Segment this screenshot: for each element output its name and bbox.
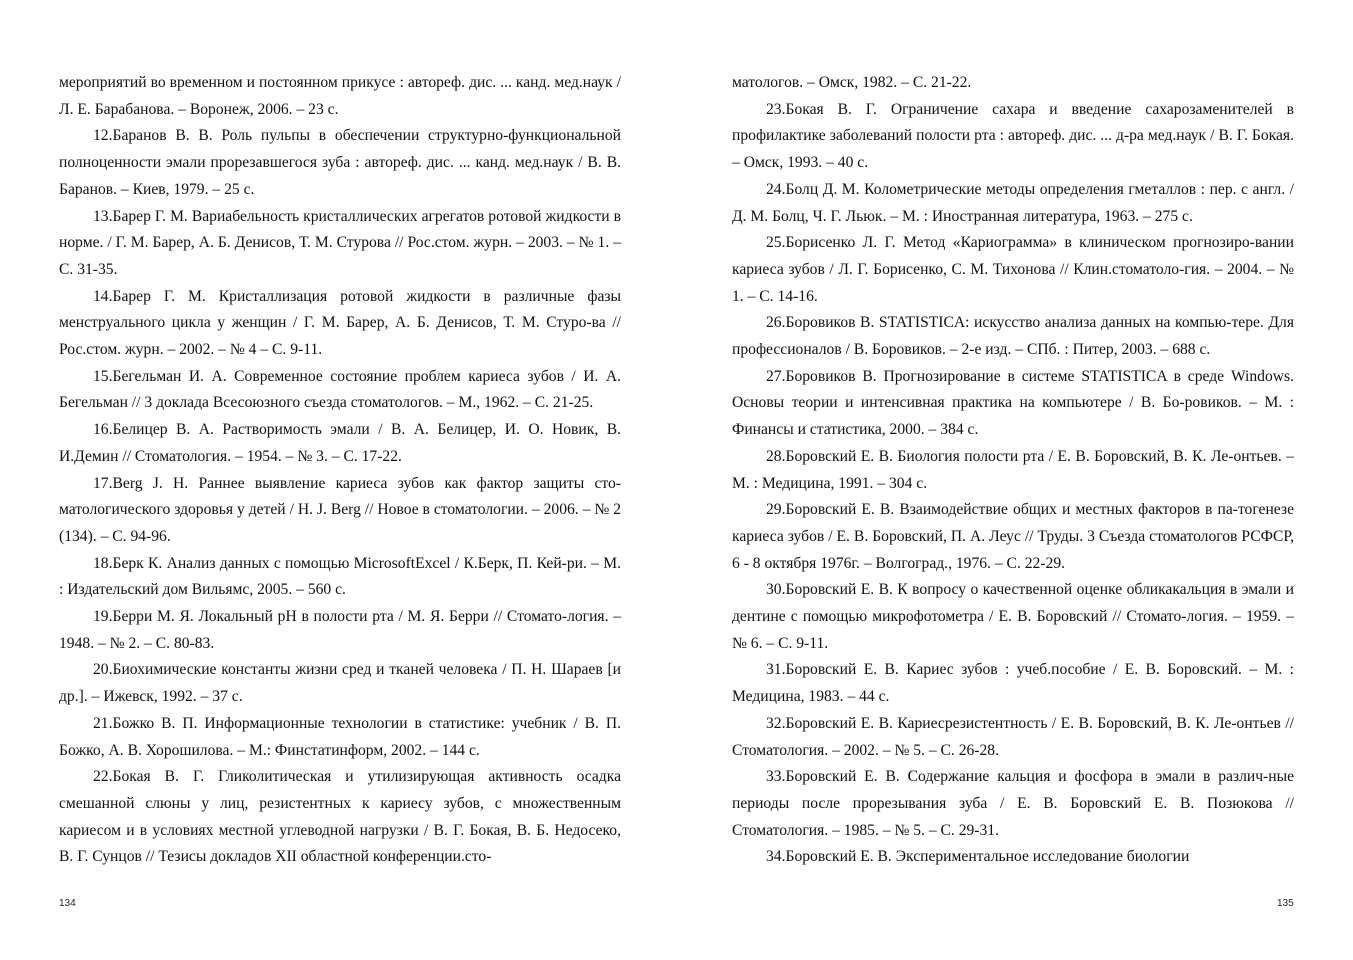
left-page — [59, 70, 621, 871]
reference-14: 14.Барер Г. М. Кристаллизация ротовой жидкости в различные фазы менструального цикла у женщин / Г. М. Барер, А. Б. Денисов, Т. М. Стуро-ва // Рос.стом. журн. – 2002. – № 4 – С. 9-11. — [59, 287, 621, 359]
reference-25: 25.Борисенко Л. Г. Метод «Кариограмма» в клиническом прогнозиро-вании кариеса зубов / Л. Г. Борисенко, С. М. Тихонова // Клин.стоматоло-гия. – 2004. – № 1. – С. 14-16. — [732, 234, 1294, 305]
reference-20: 20.Биохимические константы жизни сред и тканей человека / П. Н. Шараев [и др.]. – Ижевск, 1992. – 37 с. — [59, 661, 621, 706]
reference-33: 33.Боровский Е. В. Содержание кальция и фосфора в эмали в различ-ные периоды после прорезывания зуба / Е. В. Боровский Е. В. Позюкова // Стоматология. – 1985. – № 5. – С. 29-31. — [732, 768, 1294, 839]
reference-27: 27.Боровиков В. Прогнозирование в системе STATISTICA в среде Windows. Основы теории и интенсивная практика на компьютере / В. Бо-ровиков. – М. : Финансы и статистика, 2000. – 384 с. — [732, 367, 1294, 439]
reference-22: 22.Бокая В. Г. Гликолитическая и утилизирующая активность осадка смешанной слюны у лиц, резистентных к кариесу зубов, с множественным кариесом и в условиях местной углеводной нагрузки / В. Г. Бокая, В. Б. Недосеко, В. Г. Сунцов // Тезисы докладов XII областной конференции.сто- — [59, 768, 621, 866]
reference-12: 12.Баранов В. В. Роль пульпы в обеспечении структурно-функциональной полноценности эмали прорезавшегося зуба : автореф. дис. ... канд. мед.наук / В. В. Баранов. – Киев, 1979. – 25 с. — [59, 127, 621, 198]
reference-16: 16.Белицер В. А. Растворимость эмали / В. А. Белицер, И. О. Новик, В. И.Демин // Стоматология. – 1954. – № 3. – С. 17-22. — [59, 421, 621, 465]
reference-24: 24.Болц Д. М. Колометрические методы определения гметаллов : пер. с англ. / Д. М. Болц, Ч. Г. Льюк. – М. : Иностранная литература, 1963. – 275 с. — [732, 180, 1294, 225]
reference-29: 29.Боровский Е. В. Взаимодействие общих и местных факторов в па-тогенезе кариеса зубов / Е. В. Боровский, П. А. Леус // Труды. 3 Съезда стоматологов РСФСР, 6 - 8 октября 1976г. – Волгоград., 1976. – С. 22-29. — [732, 501, 1294, 572]
reference-15: 15.Бегельман И. А. Современное состояние проблем кариеса зубов / И. А. Бегельман // 3 доклада Всесоюзного съезда стоматологов. – М., 1962. – С. 21-25. — [59, 367, 621, 412]
reference-28: 28.Боровский Е. В. Биология полости рта / Е. В. Боровский, В. К. Ле-онтьев. – М. : Медицина, 1991. – 304 с. — [732, 447, 1294, 492]
reference-34: 34.Боровский Е. В. Экспериментальное исследование биологии — [766, 848, 1190, 866]
right-page — [732, 70, 1294, 871]
reference-continuation: матологов. – Омск, 1982. – С. 21-22. — [732, 74, 972, 91]
page-number-right: 135 — [1277, 898, 1294, 909]
reference-31: 31.Боровский Е. В. Кариес зубов : учеб.пособие / Е. В. Боровский. – М. : Медицина, 1983. – 44 с. — [732, 661, 1294, 706]
reference-19: 19.Берри М. Я. Локальный pH в полости рта / М. Я. Берри // Стомато-логия. – 1948. – № 2. – С. 80-83. — [59, 608, 621, 652]
reference-32: 32.Боровский Е. В. Кариесрезистентность / Е. В. Боровский, В. К. Ле-онтьев // Стоматология. – 2002. – № 5. – С. 26-28. — [732, 714, 1294, 759]
reference-21: 21.Божко В. П. Информационные технологии в статистике: учебник / В. П. Божко, А. В. Хорошилова. – М.: Финстатинформ, 2002. – 144 с. — [59, 714, 621, 759]
reference-17: 17.Berg J. H. Раннее выявление кариеса зубов как фактор защиты сто-матологического здоровья у детей / H. J. Berg // Новое в стоматологии. – 2006. – № 2 (134). – С. 94-96. — [59, 474, 621, 545]
reference-26: 26.Боровиков В. STATISTICA: искусство анализа данных на компью-тере. Для профессионалов / В. Боровиков. – 2-е изд. – СПб. : Питер, 2003. – 688 с. — [732, 314, 1294, 359]
reference-23: 23.Бокая В. Г. Ограничение сахара и введение сахарозаменителей в профилактике заболеваний полости рта : автореф. дис. ... д-ра мед.наук / В. Г. Бокая. – Омск, 1993. – 40 с. — [732, 100, 1294, 172]
reference-18: 18.Берк К. Анализ данных с помощью MicrosoftExcel / К.Берк, П. Кей-ри. – М. : Издательский дом Вильямс, 2005. – 560 с. — [59, 554, 621, 599]
reference-continuation: мероприятий во временном и постоянном прикусе : автореф. дис. ... канд. мед.наук / Л. Е. Барабанова. – Воронеж, 2006. – 23 с. — [59, 74, 621, 118]
reference-13: 13.Барер Г. М. Вариабельность кристаллических агрегатов ротовой жидкости в норме. / Г. М. Барер, А. Б. Денисов, Т. М. Стурова // Рос.стом. журн. – 2003. – № 1. – С. 31-35. — [59, 207, 621, 278]
page-number-left: 134 — [59, 898, 76, 909]
reference-30: 30.Боровский Е. В. К вопросу о качественной оценке обликакальция в эмали и дентине с помощью микрофотометра / Е. В. Боровский // Стомато-логия. – 1959. – № 6. – С. 9-11. — [732, 581, 1294, 652]
